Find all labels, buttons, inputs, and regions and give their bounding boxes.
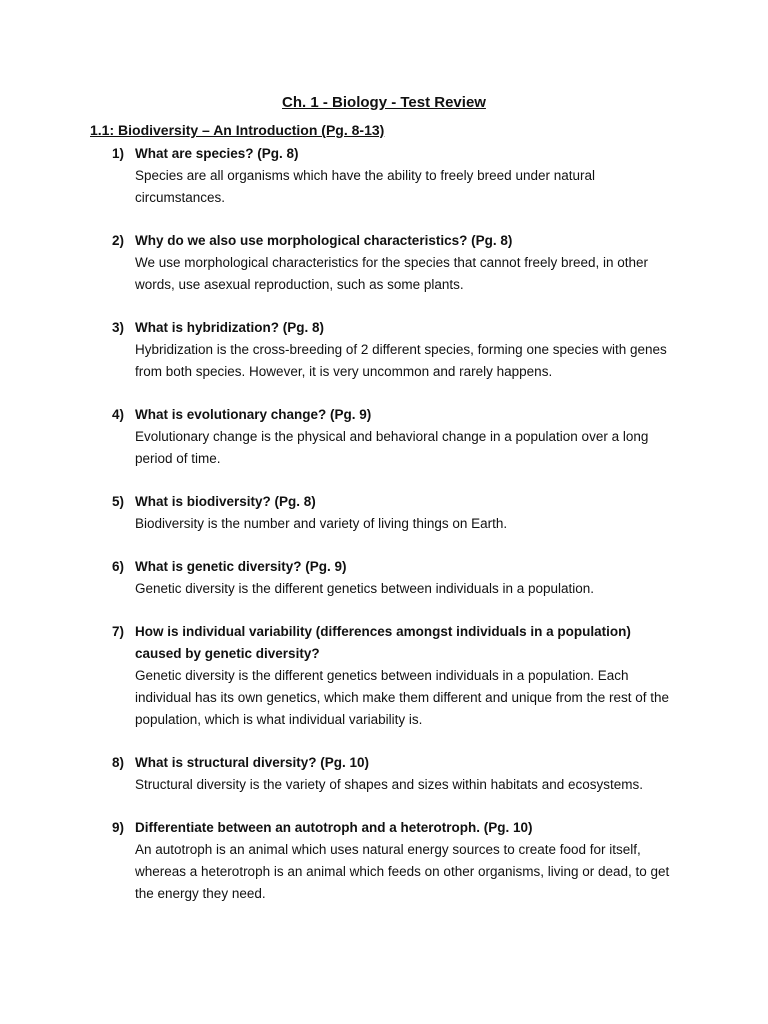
question-number: 6)	[112, 559, 125, 574]
question-item-1	[0, 143, 768, 209]
answer-text: Hybridization is the cross-breeding of 2 different species, forming one species with genes from both species. However, it is very uncommon and rarely happens.	[135, 342, 667, 379]
question-text: What is structural diversity? (Pg. 10)	[135, 755, 370, 770]
question-text: What is biodiversity? (Pg. 8)	[135, 494, 316, 509]
question-item-4	[0, 404, 768, 470]
answer-text: An autotroph is an animal which uses natural energy sources to create food for itself, whereas a heterotroph is an animal which feeds on other organisms, living or dead, to get the energy they need.	[135, 842, 670, 901]
question-number: 1)	[112, 146, 125, 161]
question-item-7	[0, 621, 768, 731]
question-text: Differentiate between an autotroph and a heterotroph. (Pg. 10)	[135, 820, 533, 835]
question-item-8	[0, 752, 768, 796]
question-number: 9)	[112, 820, 125, 835]
question-item-5	[0, 491, 768, 535]
question-text: How is individual variability (differences amongst individuals in a population) caused by genetic diversity?	[135, 624, 631, 661]
question-number: 8)	[112, 755, 125, 770]
answer-text: Genetic diversity is the different genetics between individuals in a population. Each individual has its own genetics, which make them different and unique from the rest of the population, which is what individual variability is.	[135, 668, 670, 727]
question-number: 4)	[112, 407, 125, 422]
question-text: What is evolutionary change? (Pg. 9)	[135, 407, 372, 422]
answer-text: Biodiversity is the number and variety of living things on Earth.	[135, 516, 508, 531]
document-title-text: Ch. 1 - Biology - Test Review	[282, 94, 486, 111]
question-number: 5)	[112, 494, 125, 509]
question-item-9	[0, 817, 768, 905]
question-list	[0, 143, 768, 926]
answer-text: Evolutionary change is the physical and behavioral change in a population over a long period of time.	[135, 429, 649, 466]
answer-text: Structural diversity is the variety of shapes and sizes within habitats and ecosystems.	[135, 777, 643, 792]
answer-text: Genetic diversity is the different genetics between individuals in a population.	[135, 581, 595, 596]
question-number: 3)	[112, 320, 125, 335]
question-number: 7)	[112, 624, 125, 639]
question-item-6	[0, 556, 768, 600]
document-title	[0, 93, 768, 113]
question-text: What are species? (Pg. 8)	[135, 146, 299, 161]
answer-text: Species are all organisms which have the ability to freely breed under natural circumstances.	[135, 168, 596, 205]
section-heading: 1.1: Biodiversity – An Introduction (Pg. 8-13)	[90, 122, 385, 138]
question-number: 2)	[112, 233, 125, 248]
question-text: Why do we also use morphological characteristics? (Pg. 8)	[135, 233, 513, 248]
question-item-2	[0, 230, 768, 296]
question-text: What is hybridization? (Pg. 8)	[135, 320, 324, 335]
answer-text: We use morphological characteristics for the species that cannot freely breed, in other words, use asexual reproduction, such as some plants.	[135, 255, 649, 292]
question-item-3	[0, 317, 768, 383]
question-text: What is genetic diversity? (Pg. 9)	[135, 559, 347, 574]
